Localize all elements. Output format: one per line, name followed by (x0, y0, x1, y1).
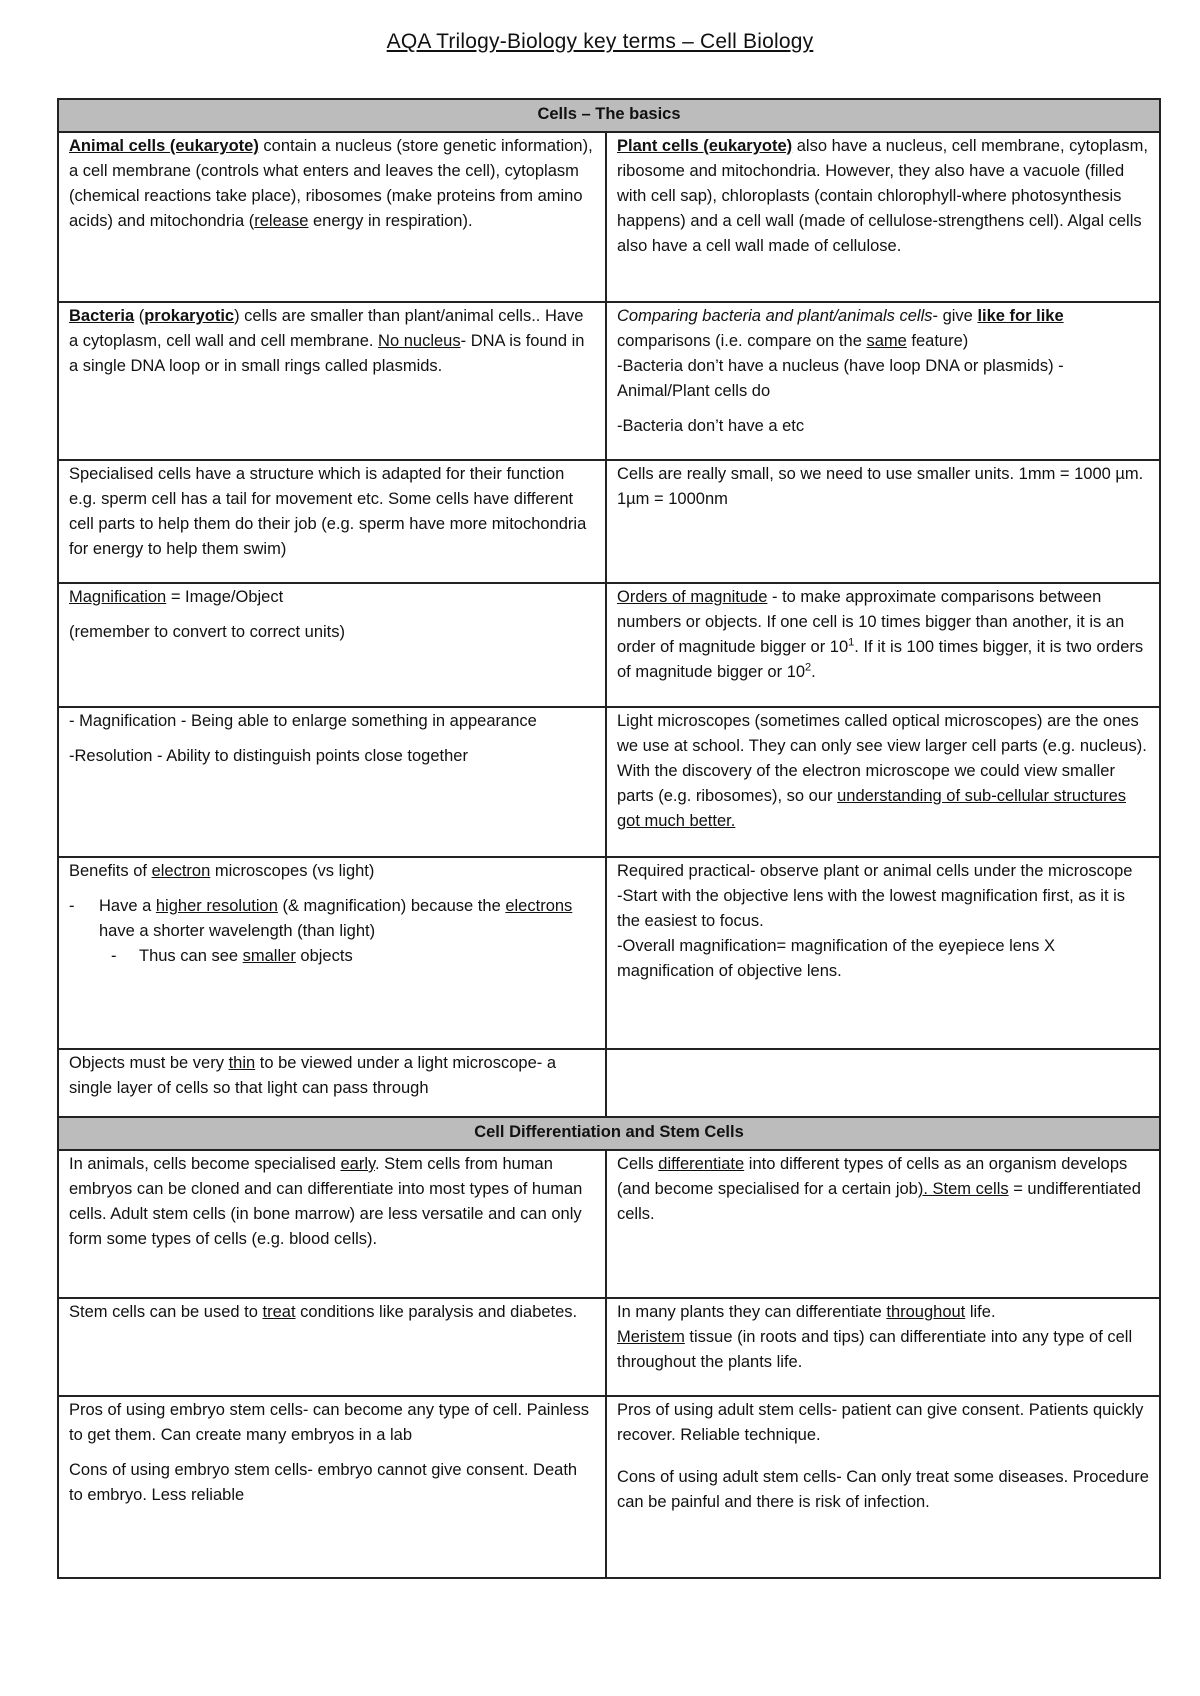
embryo-cons: Cons of using embryo stem cells- embryo cannot give consent. Death to embryo. Less reliable (69, 1461, 578, 1504)
practical-line-1: Required practical- observe plant or animal cells under the microscope (617, 862, 1133, 880)
text-fragment: microscopes (vs light) (210, 862, 375, 880)
term-electron: electron (151, 862, 211, 880)
cell-animal-cells (58, 132, 606, 302)
section-header-basics: Cells – The basics (58, 99, 1160, 132)
text-fragment: Light microscopes (sometimes called optical microscopes) are the ones we use at school. They can only see view larger cell parts (e.g. nucleus). With the discovery of the electron microscope we could view smaller parts (e.g. ribosomes), so our (617, 712, 1147, 805)
table-row (58, 1049, 1160, 1117)
text-fragment: = undifferentiated cells. (617, 1180, 1141, 1223)
text-fragment: energy in respiration). (308, 212, 473, 230)
document-title: AQA Trilogy-Biology key terms – Cell Biology (386, 30, 814, 53)
text-fragment: also have a nucleus, cell membrane, cytoplasm, ribosome and mitochondria. However, they also have a vacuole (filled with cell sap), chloroplasts (contain chlorophyll-where photosynthesis happens) and a cell wall (made of cellulose-strengthens cell). Algal cells also have a cell wall made of cellulose. (617, 137, 1148, 255)
magnification-note: (remember to convert to correct units) (69, 623, 346, 641)
term-orders-of-magnitude: Orders of magnitude (617, 588, 768, 606)
term-animal-cells: Animal cells (eukaryote) (69, 137, 259, 155)
cell-definitions (58, 707, 606, 857)
superscript: 1 (848, 636, 855, 649)
term-magnification: Magnification (69, 588, 167, 606)
text-fragment: Thus can see (139, 947, 243, 965)
cell-magnification (58, 583, 606, 707)
text-fragment: Comparing bacteria and plant/animals cells (617, 307, 933, 325)
electron-benefits-list (69, 894, 595, 969)
text-fragment: into different types of cells as an organism develops (and become specialised for a certain job (617, 1155, 1128, 1198)
term-same: same (866, 332, 907, 350)
text-fragment: Benefits of (69, 862, 152, 880)
text-fragment: - to make approximate comparisons between numbers or objects. If one cell is 10 times bigger than another, it is an order of magnitude bigger or 10 (617, 588, 1125, 656)
text-fragment: . Stem cells from human embryos can be cloned and can differentiate into most types of human cells. Adult stem cells (in bone marrow) are less versatile and can only form some types of cells (e.g. blood cells). (69, 1155, 583, 1248)
cell-comparing (606, 302, 1160, 460)
table-row (58, 857, 1160, 1049)
text-fragment: feature) (906, 332, 969, 350)
term-prokaryotic: prokaryotic (144, 307, 235, 325)
cell-differentiate (606, 1150, 1160, 1298)
text-fragment: life. (965, 1303, 996, 1321)
table-row (58, 302, 1160, 460)
cell-light-microscopes (606, 707, 1160, 857)
table-row (58, 132, 1160, 302)
comparing-line-3: -Bacteria don’t have a etc (617, 417, 805, 435)
practical-line-2: -Start with the objective lens with the lowest magnification first, as it is the easiest to focus. (617, 887, 1126, 930)
cell-required-practical (606, 857, 1160, 1049)
adult-pros: Pros of using adult stem cells- patient can give consent. Patients quickly recover. Reliable technique. (617, 1401, 1144, 1444)
term-bacteria: Bacteria (69, 307, 135, 325)
text-fragment: Objects must be very (69, 1054, 229, 1072)
text-fragment: have a shorter wavelength (than light) (99, 922, 376, 940)
practical-line-3: -Overall magnification= magnification of the eyepiece lens X magnification of objective lens. (617, 937, 1055, 980)
term-higher-resolution: higher resolution (155, 897, 278, 915)
comparing-line (617, 304, 1149, 354)
definition-resolution: -Resolution - Ability to distinguish points close together (69, 747, 468, 765)
text-fragment: Cells (617, 1155, 659, 1173)
text-fragment: to be viewed under a light microscope- a single layer of cells so that light can pass through (69, 1054, 556, 1097)
text-fragment: ( (134, 307, 145, 325)
adult-cons: Cons of using adult stem cells- Can only treat some diseases. Procedure can be painful and there is risk of infection. (617, 1468, 1149, 1511)
text-fragment: Stem cells can be used to (69, 1303, 263, 1321)
cell-adult-stem (606, 1396, 1160, 1578)
cell-empty (606, 1049, 1160, 1117)
term-differentiate: differentiate (658, 1155, 745, 1173)
term-like-for-like: like for like (977, 307, 1064, 325)
text-fragment: objects (295, 947, 353, 965)
cell-embryo-stem (58, 1396, 606, 1578)
table-row (58, 1298, 1160, 1396)
text-fragment: comparisons (i.e. compare on the (617, 332, 867, 350)
section-header-row (58, 1117, 1160, 1150)
list-item (99, 944, 595, 969)
cell-electron-benefits (58, 857, 606, 1049)
text-fragment: tissue (in roots and tips) can differentiate into any type of cell throughout the plants life. (617, 1328, 1133, 1371)
definition-magnification: - Magnification - Being able to enlarge something in appearance (69, 712, 537, 730)
cell-orders (606, 583, 1160, 707)
table-row (58, 583, 1160, 707)
text-fragment: Have a (99, 897, 156, 915)
text-fragment: - give (932, 307, 978, 325)
embryo-pros: Pros of using embryo stem cells- can become any type of cell. Painless to get them. Can create many embryos in a lab (69, 1401, 589, 1444)
electron-heading (69, 859, 595, 884)
cell-animals-stem (58, 1150, 606, 1298)
superscript: 2 (805, 661, 812, 674)
text-fragment: In animals, cells become specialised (69, 1155, 341, 1173)
text-fragment: ) cells are smaller than plant/animal cells.. Have a cytoplasm, cell wall and cell membrane. (69, 307, 584, 350)
term-release: release (254, 212, 309, 230)
term-smaller: smaller (242, 947, 296, 965)
text-fragment: In many plants they can differentiate (617, 1303, 887, 1321)
term-no-nucleus: No nucleus (378, 332, 461, 350)
text-fragment: . If it is 100 times bigger, it is two orders of magnitude bigger or 10 (617, 638, 1144, 681)
text-fragment: = Image/Object (166, 588, 284, 606)
text-fragment: . (811, 663, 816, 681)
text-fragment: contain a nucleus (store genetic information), a cell membrane (controls what enters and leaves the cell), cytoplasm (chemical reactions take place), ribosomes (make proteins from amino acids) and mitochondria ( (69, 137, 593, 230)
table-row (58, 1396, 1160, 1578)
text-fragment: - DNA is found in a single DNA loop or in small rings called plasmids. (69, 332, 585, 375)
term-meristem: Meristem (617, 1328, 685, 1346)
table-row (58, 707, 1160, 857)
cell-specialised: Specialised cells have a structure which is adapted for their function e.g. sperm cell has a tail for movement etc. Some cells have different cell parts to help them do their job (e.g. sperm have more mitochondria for energy to help them swim) (58, 460, 606, 583)
section-header-differentiation: Cell Differentiation and Stem Cells (58, 1117, 1160, 1150)
list-item (69, 894, 595, 969)
term-electrons: electrons (505, 897, 573, 915)
cell-plants-differentiate (606, 1298, 1160, 1396)
term-stem-cells: ). Stem cells (917, 1180, 1009, 1198)
term-plant-cells: Plant cells (eukaryote) (617, 137, 793, 155)
text-fragment: (& magnification) because the (277, 897, 506, 915)
cell-bacteria (58, 302, 606, 460)
table-row (58, 460, 1160, 583)
cell-plant-cells (606, 132, 1160, 302)
comparing-line-2: -Bacteria don’t have a nucleus (have loop DNA or plasmids) - Animal/Plant cells do (617, 357, 1064, 400)
cell-treat (58, 1298, 606, 1396)
plants-line-1 (617, 1300, 1149, 1325)
plants-line-2 (617, 1325, 1149, 1375)
table-row (58, 1150, 1160, 1298)
term-throughout: throughout (886, 1303, 966, 1321)
electron-sub-list (99, 944, 595, 969)
key-terms-table (57, 98, 1161, 1579)
cell-units: Cells are really small, so we need to use smaller units. 1mm = 1000 µm. 1µm = 1000nm (606, 460, 1160, 583)
term-early: early (340, 1155, 376, 1173)
cell-objects-thin (58, 1049, 606, 1117)
term-treat: treat (262, 1303, 296, 1321)
magnification-formula (69, 585, 595, 610)
text-fragment: understanding of sub-cellular structures got much better. (617, 787, 1126, 830)
text-fragment: conditions like paralysis and diabetes. (295, 1303, 578, 1321)
term-thin: thin (228, 1054, 256, 1072)
section-header-row (58, 99, 1160, 132)
